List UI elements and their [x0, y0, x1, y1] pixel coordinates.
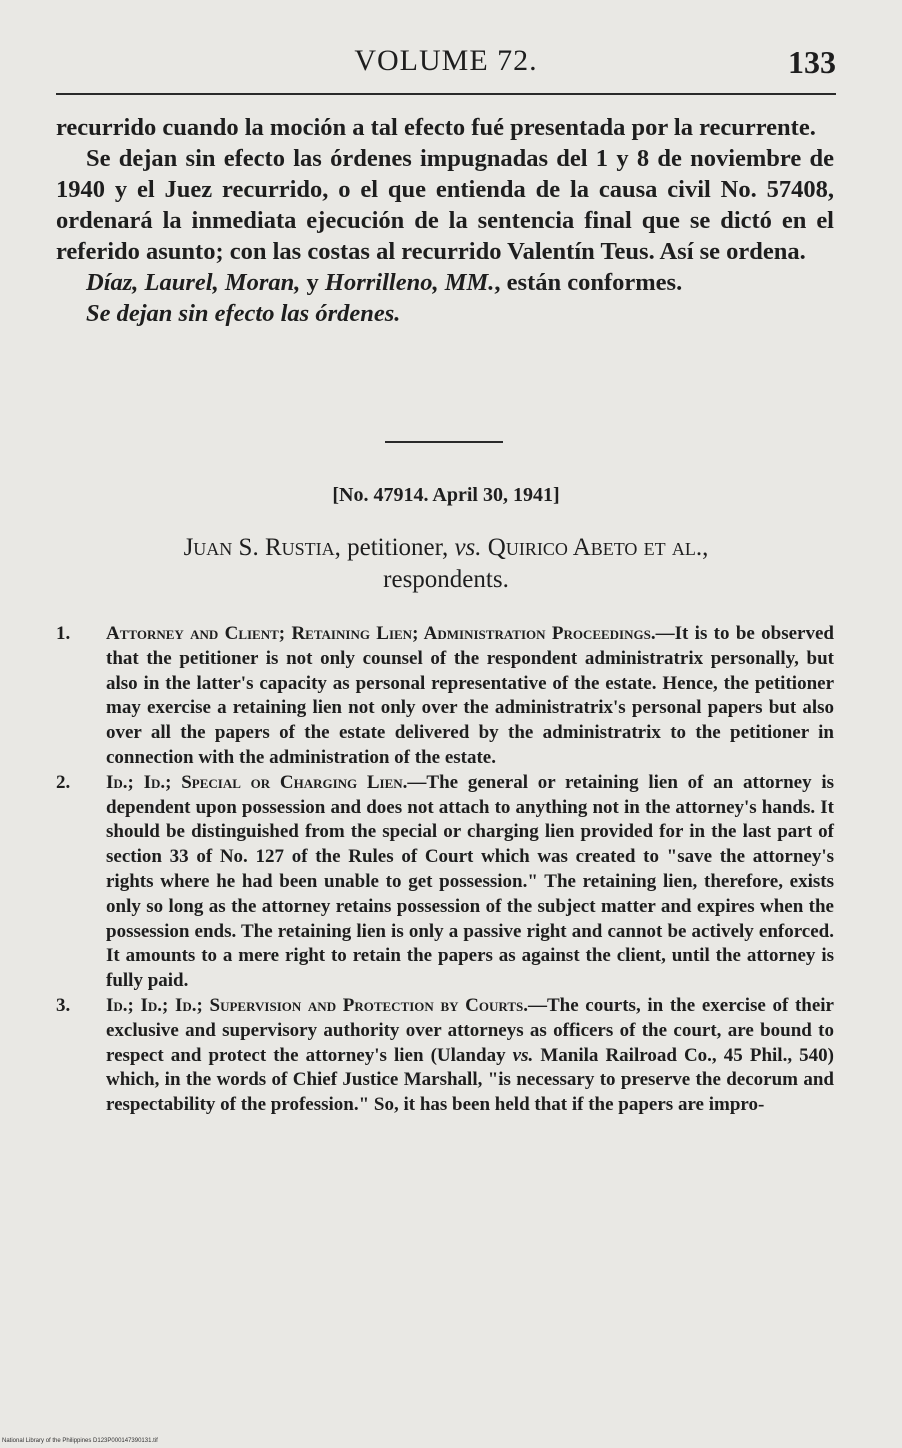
concurrence-justices: Díaz, Laurel, Moran, — [86, 269, 301, 296]
opinion-paragraph-1: recurrido cuando la moción a tal efecto fué presentada por la recurrente. — [56, 114, 816, 141]
respondent-name: Quirico Abeto et al. — [487, 534, 703, 561]
concurrence-line — [56, 267, 834, 298]
case-number: [No. 47914. April 30, 1941] — [332, 484, 560, 506]
concurrence-justices-2: Horrilleno, MM. — [324, 269, 495, 296]
syllabus-number: 2. — [56, 771, 71, 793]
syllabus-topic: Attorney and Client; Retaining Lien; Administration Proceedings. — [106, 623, 656, 644]
syllabus-text-cont: Manila Railroad Co., 45 Phil., 540) which, in the words of Chief Justice Marshall, "is necessary to preserve the decorum and respectability of the profession." So, it has been held that if the papers are impro- — [106, 1044, 834, 1116]
petitioner-role: , petitioner, — [334, 534, 455, 561]
syllabus — [56, 622, 834, 1118]
petitioner-name: Juan S. Rustia — [183, 534, 335, 561]
syllabus-item-1 — [56, 622, 834, 771]
page-number: 133 — [788, 44, 836, 80]
syllabus-number: 3. — [56, 994, 71, 1016]
syllabus-text: —The courts, in the exercise of their exclusive and supervisory authority over attorneys as officers of the court, are bound to respect and protect the attorney's lien (Ulanday — [106, 994, 834, 1066]
case-title — [56, 532, 836, 596]
running-head — [56, 44, 836, 92]
syllabus-topic: Id.; Id.; Special or Charging Lien. — [106, 771, 408, 793]
section-separator — [385, 441, 503, 443]
disposition: Se dejan sin efecto las órdenes. — [86, 300, 401, 327]
syllabus-number: 1. — [56, 623, 71, 644]
syllabus-text: —It is to be observed that the petitioner is not only counsel of the respondent administratrix personally, but also in the latter's capacity as personal representative of the estate. Hence, the petitioner may exercise a retaining lien not only over the administratrix's personal papers but also over all the papers of the estate delivered by the administratrix to the petitioner in connection with the administration of the estate. — [106, 623, 834, 768]
citation-versus: vs. — [512, 1044, 534, 1066]
respondent-comma: , — [702, 534, 709, 561]
case-title-line-1 — [56, 532, 836, 564]
syllabus-text: —The general or retaining lien of an attorney is dependent upon possession and does not attach to anything not in the attorney's hands. It should be distinguished from the special or charging lien provided for in the last part of section 33 of No. 127 of the Rules of Court which was created to "save the attorney's rights where he had been unable to get possession." The retaining lien, therefore, exists only so long as the attorney retains possession of the subject matter and expires when the possession ends. The retaining lien is only a passive right and cannot be actively enforced. It amounts to a mere right to retain the papers as against the client, until the attorney is fully paid. — [106, 771, 834, 992]
scan-footer: National Library of the Philippines D123P000147390131.tif — [2, 1438, 158, 1444]
syllabus-item-3 — [56, 994, 834, 1118]
opinion-text — [56, 112, 834, 329]
syllabus-topic: Id.; Id.; Id.; Supervision and Protection by Courts. — [106, 994, 528, 1016]
case-versus: vs. — [454, 534, 482, 561]
syllabus-item-2 — [56, 771, 834, 994]
concurrence-conjunction: y — [300, 269, 325, 296]
concurrence-text: , están conformes. — [494, 269, 683, 296]
running-title: VOLUME 72. — [354, 44, 538, 77]
header-rule — [56, 93, 836, 95]
opinion-paragraph-2: Se dejan sin efecto las órdenes impugnadas del 1 y 8 de noviembre de 1940 y el Juez recurrido, o el que entienda de la causa civil No. 57408, ordenará la inmediata ejecución de la sentencia final que se dictó en el referido asunto; con las costas al recurrido Valentín Teus. Así se ordena. — [56, 145, 834, 265]
case-title-line-2: respondents. — [383, 566, 509, 593]
